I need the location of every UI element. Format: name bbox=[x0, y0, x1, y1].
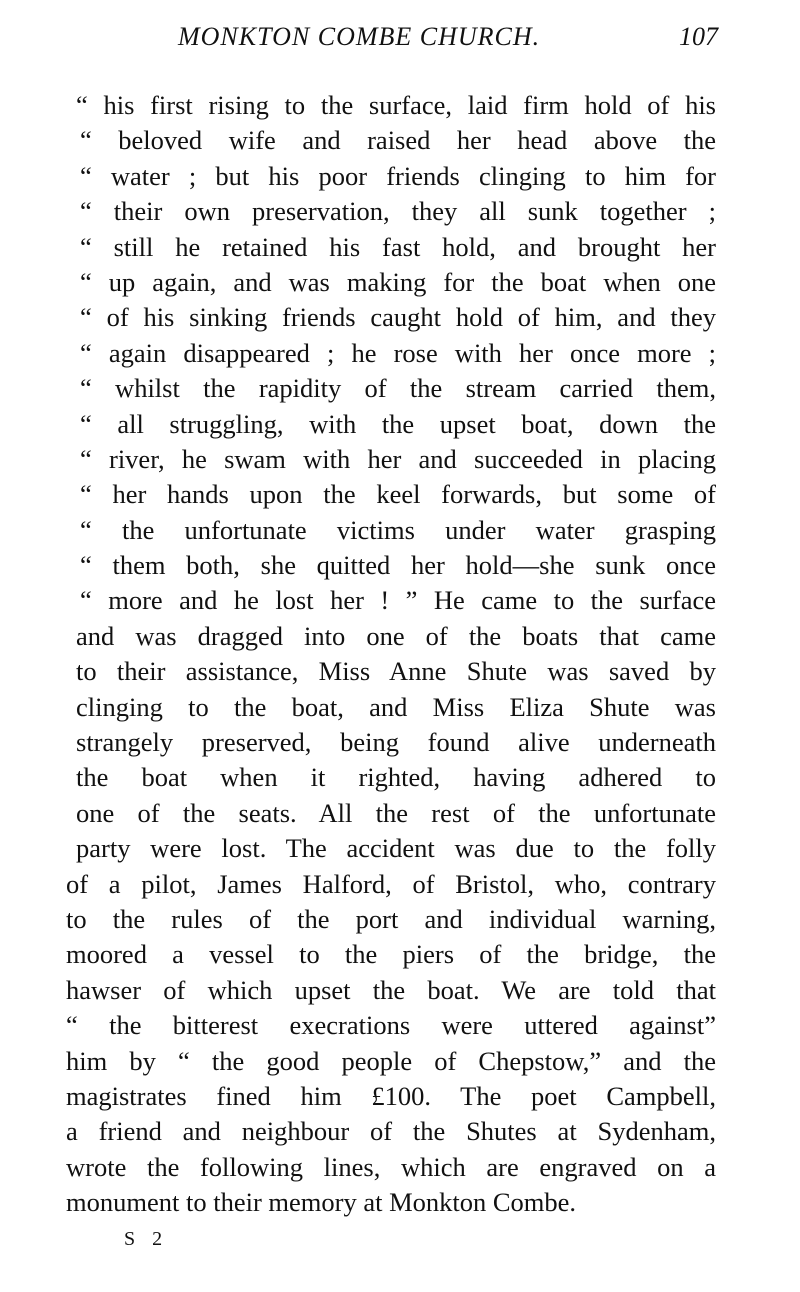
text-line: magistrates fined him £100. The poet Campbell, bbox=[66, 1080, 716, 1111]
text-line: “ all struggling, with the upset boat, down the bbox=[80, 408, 716, 439]
text-line: one of the seats. All the rest of the unfortunate bbox=[76, 797, 716, 828]
text-line: “ again disappeared ; he rose with her once more ; bbox=[80, 337, 716, 368]
text-line: “ water ; but his poor friends clinging to him for bbox=[80, 160, 716, 191]
text-line: “ her hands upon the keel forwards, but some of bbox=[80, 479, 716, 510]
text-line: “ their own preservation, they all sunk together ; bbox=[80, 196, 716, 227]
page-header bbox=[160, 22, 720, 62]
text-line: to their assistance, Miss Anne Shute was saved by bbox=[76, 656, 716, 687]
text-line: “ the unfortunate victims under water grasping bbox=[80, 514, 716, 545]
text-line: “ his first rising to the surface, laid firm hold of his bbox=[76, 90, 716, 120]
text-line: moored a vessel to the piers of the bridge, the bbox=[66, 939, 716, 970]
text-line: “ river, he swam with her and succeeded in placing bbox=[80, 443, 716, 474]
text-line: “ the bitterest execrations were uttered against” bbox=[66, 1010, 716, 1041]
text-line: “ whilst the rapidity of the stream carried them, bbox=[80, 373, 716, 404]
text-line: “ up again, and was making for the boat when one bbox=[80, 266, 716, 297]
text-line: and was dragged into one of the boats that came bbox=[76, 620, 716, 651]
signature-mark: S 2 bbox=[124, 1228, 169, 1250]
page-number: 107 bbox=[679, 22, 718, 51]
text-line: to the rules of the port and individual warning, bbox=[66, 903, 716, 934]
text-line: “ beloved wife and raised her head above the bbox=[80, 125, 716, 156]
text-line: him by “ the good people of Chepstow,” and the bbox=[66, 1045, 716, 1076]
text-line: strangely preserved, being found alive underneath bbox=[76, 727, 716, 758]
text-line: wrote the following lines, which are engraved on a bbox=[66, 1151, 716, 1182]
text-line: “ still he retained his fast hold, and brought her bbox=[80, 231, 716, 262]
text-line: party were lost. The accident was due to the folly bbox=[76, 833, 716, 864]
text-line: the boat when it righted, having adhered to bbox=[76, 762, 716, 793]
text-line: hawser of which upset the boat. We are told that bbox=[66, 974, 716, 1005]
running-title: MONKTON COMBE CHURCH. bbox=[178, 22, 541, 51]
text-line: a friend and neighbour of the Shutes at Sydenham, bbox=[66, 1116, 716, 1147]
body-text bbox=[66, 88, 716, 1221]
text-line: monument to their memory at Monkton Combe. bbox=[66, 1187, 577, 1218]
text-line: clinging to the boat, and Miss Eliza Shute was bbox=[76, 691, 716, 722]
text-line: “ of his sinking friends caught hold of him, and they bbox=[80, 302, 716, 333]
text-line: “ them both, she quitted her hold—she sunk once bbox=[80, 550, 716, 581]
text-line: “ more and he lost her ! ” He came to the surface bbox=[80, 585, 716, 616]
text-line: of a pilot, James Halford, of Bristol, who, contrary bbox=[66, 868, 716, 899]
